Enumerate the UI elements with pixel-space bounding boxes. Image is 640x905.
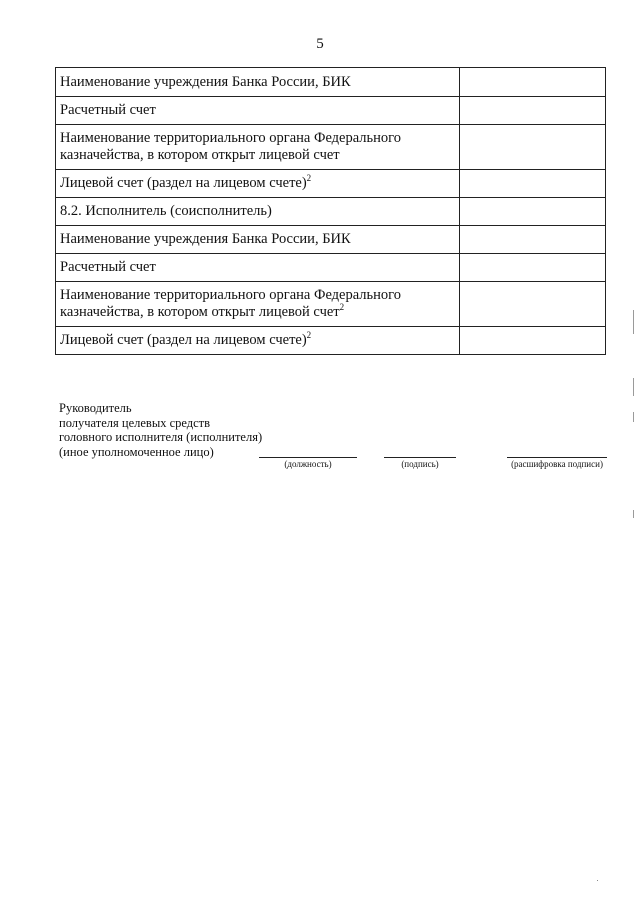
requisites-table [55, 67, 606, 355]
row-value-cell[interactable] [459, 226, 605, 254]
row-value-cell[interactable] [459, 254, 605, 282]
table-row [56, 170, 606, 198]
signatory-title [59, 401, 262, 459]
signatory-title-line: головного исполнителя (исполнителя) [59, 430, 263, 444]
scan-artifact [633, 378, 634, 396]
table-row [56, 327, 606, 355]
section-heading: 8.2. Исполнитель (соисполнитель) [56, 198, 460, 226]
position-caption: (должность) [284, 459, 332, 469]
signature-caption: (подпись) [401, 459, 439, 469]
name-caption: (расшифровка подписи) [511, 459, 603, 469]
row-value-cell[interactable] [459, 170, 605, 198]
row-value-cell[interactable] [459, 327, 605, 355]
footnote-mark: 2 [306, 173, 312, 184]
position-line[interactable] [259, 457, 357, 458]
signatory-title-line: (иное уполномоченное лицо) [59, 444, 214, 459]
signature-line[interactable] [384, 457, 456, 458]
row-label: Наименование территориального органа Федерального казначейства, в котором открыт лицевой счет [56, 125, 460, 170]
row-value-cell[interactable] [459, 68, 605, 97]
row-label: Наименование учреждения Банка России, БИК [56, 68, 460, 97]
signatory-title-line: получателя целевых средств [59, 415, 211, 430]
scan-artifact [633, 510, 634, 518]
row-value-cell[interactable] [459, 125, 605, 170]
scan-artifact [597, 880, 598, 881]
table-row [56, 68, 606, 97]
row-label: Лицевой счет (раздел на лицевом счете)$^2$ [56, 327, 460, 355]
table-row [56, 198, 606, 226]
table-row [56, 125, 606, 170]
row-label: Расчетный счет [56, 97, 460, 125]
row-label: Лицевой счет (раздел на лицевом счете)$^2$ [56, 170, 460, 198]
row-value-cell[interactable] [459, 198, 605, 226]
row-label: Наименование учреждения Банка России, БИК [56, 226, 460, 254]
row-value-cell[interactable] [459, 282, 605, 327]
footnote-mark: 2 [306, 330, 312, 341]
row-label: Наименование территориального органа Федерального казначейства, в котором открыт лицевой счет$^2$ [56, 282, 460, 327]
name-line[interactable] [507, 457, 607, 458]
scan-artifact [633, 310, 634, 334]
row-label: Расчетный счет [56, 254, 460, 282]
signatory-title-line: Руководитель [59, 401, 132, 415]
page-number: 5 [316, 36, 324, 52]
table-row [56, 97, 606, 125]
row-value-cell[interactable] [459, 97, 605, 125]
table-row [56, 282, 606, 327]
table-row [56, 254, 606, 282]
scan-artifact [633, 412, 634, 422]
table-row [56, 226, 606, 254]
footnote-mark: 2 [339, 302, 345, 313]
